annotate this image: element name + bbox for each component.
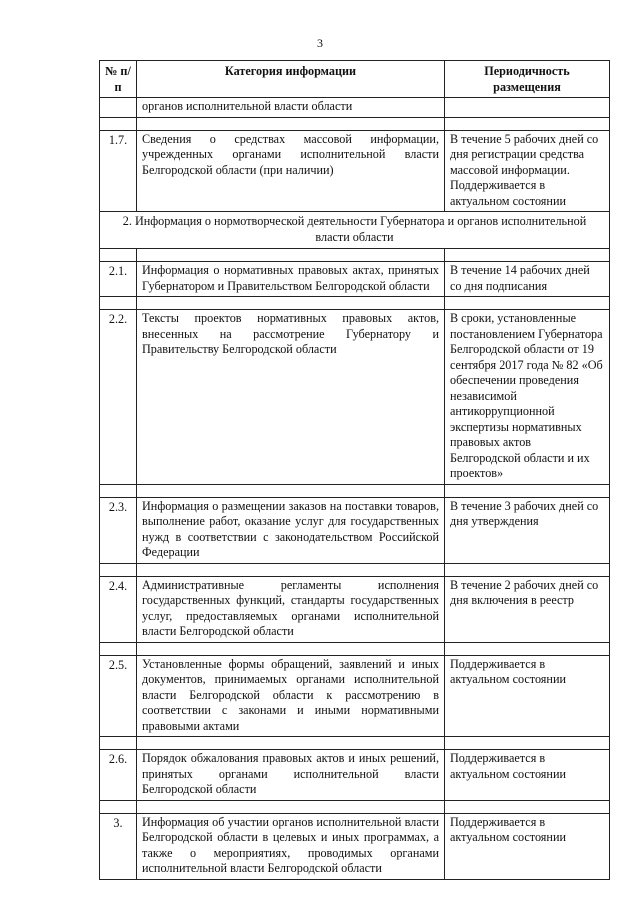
cell-periodicity: В течение 5 рабочих дней со дня регистрации средства массовой информации. Поддерживается в актуальном состоянии — [445, 130, 610, 212]
gap-cell — [100, 117, 137, 130]
page-number: 3 — [317, 36, 323, 50]
gap-cell — [445, 563, 610, 576]
information-table — [99, 60, 610, 880]
gap-cell — [445, 249, 610, 262]
gap-cell — [445, 800, 610, 813]
table-gap-row — [100, 642, 610, 655]
table-header-row — [100, 61, 610, 98]
gap-cell — [100, 642, 137, 655]
cell-category: Административные регламенты исполнения государственных функций, стандарты государственных услуг, предоставляемых органами исполнительной власти Белгородской области — [137, 576, 445, 642]
gap-cell — [100, 737, 137, 750]
table-row — [100, 576, 610, 642]
gap-cell — [100, 249, 137, 262]
cell-periodicity: В течение 3 рабочих дней со дня утверждения — [445, 497, 610, 563]
cell-periodicity — [445, 98, 610, 118]
gap-cell — [137, 642, 445, 655]
cell-number: 2.4. — [100, 576, 137, 642]
cell-periodicity: В течение 2 рабочих дней со дня включения в реестр — [445, 576, 610, 642]
table-gap-row — [100, 117, 610, 130]
cell-category: Сведения о средствах массовой информации, учрежденных органами исполнительной власти Белгородской области (при наличии) — [137, 130, 445, 212]
cell-number: 2.3. — [100, 497, 137, 563]
table-body-rows — [100, 249, 610, 880]
gap-cell — [137, 249, 445, 262]
gap-cell — [445, 642, 610, 655]
cell-category: Порядок обжалования правовых актов и иных решений, принятых органами исполнительной власти Белгородской области — [137, 750, 445, 801]
table-row — [100, 813, 610, 879]
table-gap-row — [100, 297, 610, 310]
table-gap-row — [100, 737, 610, 750]
cell-category: Информация о нормативных правовых актах, принятых Губернатором и Правительством Белгородской области — [137, 262, 445, 297]
gap-cell — [445, 297, 610, 310]
cell-category: Тексты проектов нормативных правовых актов, внесенных на рассмотрение Губернатору и Правительству Белгородской области — [137, 310, 445, 485]
table-row — [100, 497, 610, 563]
gap-cell — [100, 297, 137, 310]
cell-number: 3. — [100, 813, 137, 879]
table-gap-row — [100, 563, 610, 576]
cell-category: Установленные формы обращений, заявлений и иных документов, принимаемых органами исполнительной власти Белгородской области к рассмотрению в соответствии с законами и иными нормативными правовыми актами — [137, 655, 445, 737]
gap-cell — [445, 117, 610, 130]
table-row — [100, 655, 610, 737]
header-periodicity: Периодичность размещения — [445, 61, 610, 98]
cell-periodicity: Поддерживается в актуальном состоянии — [445, 813, 610, 879]
gap-cell — [100, 563, 137, 576]
cell-category: Информация о размещении заказов на поставки товаров, выполнение работ, оказание услуг для государственных нужд в соответствии с законодательством Российской Федерации — [137, 497, 445, 563]
gap-cell — [137, 800, 445, 813]
table-row — [100, 262, 610, 297]
cell-number: 2.2. — [100, 310, 137, 485]
table-row — [100, 130, 610, 212]
cell-number: 2.6. — [100, 750, 137, 801]
table-row — [100, 750, 610, 801]
gap-cell — [445, 737, 610, 750]
table-header — [100, 61, 610, 98]
cell-periodicity: Поддерживается в актуальном состоянии — [445, 655, 610, 737]
gap-cell — [137, 737, 445, 750]
cell-category: органов исполнительной власти области — [137, 98, 445, 118]
cell-category: Информация об участии органов исполнительной власти Белгородской области в целевых и иных программах, а также о мероприятиях, проводимых органами исполнительной власти Белгородской области — [137, 813, 445, 879]
table-gap-row — [100, 800, 610, 813]
gap-cell — [100, 800, 137, 813]
cell-number — [100, 98, 137, 118]
gap-cell — [137, 117, 445, 130]
cell-periodicity: В сроки, установленные постановлением Губернатора Белгородской области от 19 сентября 2017 года № 82 «Об обеспечении проведения независимой антикоррупционной экспертизы нормативных правовых актов Белгородской области и их проектов» — [445, 310, 610, 485]
cell-number: 1.7. — [100, 130, 137, 212]
gap-cell — [137, 297, 445, 310]
header-number: № п/п — [100, 61, 137, 98]
header-category: Категория информации — [137, 61, 445, 98]
cell-number: 2.5. — [100, 655, 137, 737]
table-gap-row — [100, 484, 610, 497]
gap-cell — [445, 484, 610, 497]
gap-cell — [137, 563, 445, 576]
table-row-continuation — [100, 98, 610, 118]
section-row — [100, 212, 610, 249]
cell-periodicity: Поддерживается в актуальном состоянии — [445, 750, 610, 801]
gap-cell — [100, 484, 137, 497]
gap-cell — [137, 484, 445, 497]
table-body — [100, 98, 610, 249]
cell-periodicity: В течение 14 рабочих дней со дня подписания — [445, 262, 610, 297]
section-heading: 2. Информация о нормотворческой деятельности Губернатора и органов исполнительной власти области — [100, 212, 610, 249]
table-gap-row — [100, 249, 610, 262]
cell-number: 2.1. — [100, 262, 137, 297]
table-row — [100, 310, 610, 485]
